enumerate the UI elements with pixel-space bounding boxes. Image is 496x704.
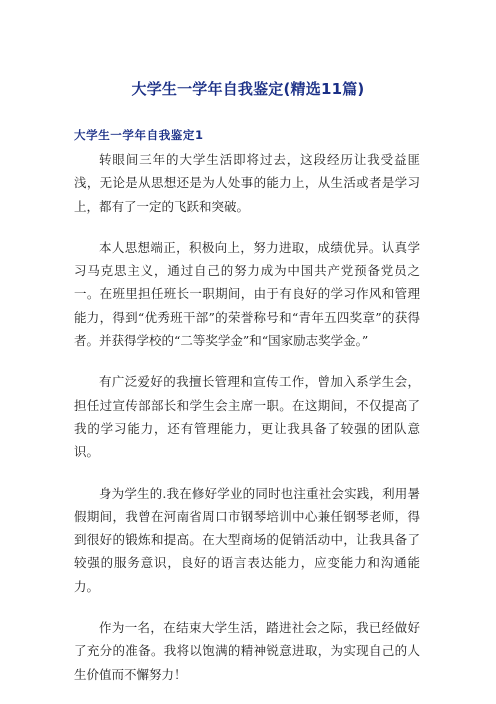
paragraph-1: 转眼间三年的大学生活即将过去，这段经历让我受益匪浅，无论是从思想还是为人处事的能力上，从生活或者是学习上，都有了一定的飞跃和突破。 bbox=[74, 152, 420, 214]
paragraph-4: 身为学生的.我在修好学业的同时也注重社会实践，利用暑假期间，我曾在河南省周口市钢琴培训中心兼任钢琴老师，得到很好的锻炼和提高。在大型商场的促销活动中，让我具备了较强的服务意识，良好的语言表达能力，应变能力和沟通能力。 bbox=[74, 485, 420, 594]
paragraph-2: 本人思想端正，积极向上，努力进取，成绩优异。认真学习马克思主义，通过自己的努力成为中国共产党预备党员之一。在班里担任班长一职期间，由于有良好的学习作风和管理能力，得到“优秀班干部”的荣誉称号和“青年五四奖章”的获得者。并获得学校的“二等奖学金”和“国家励志奖学金。” bbox=[74, 239, 420, 349]
paragraph-5: 作为一名，在结束大学生活，踏进社会之际，我已经做好了充分的准备。我将以饱满的精神锐意进取，为实现自己的人生价值而不懈努力！ bbox=[74, 620, 420, 682]
section-heading: 大学生一学年自我鉴定1 bbox=[74, 128, 204, 142]
section-body bbox=[74, 148, 420, 704]
document-title: 大学生一学年自我鉴定(精选11篇) bbox=[131, 80, 365, 98]
paragraph-3: 有广泛爱好的我擅长管理和宣传工作，曾加入系学生会，担任过宣传部部长和学生会主席一职。在这期间，不仅提高了我的学习能力，还有管理能力，更让我具备了较强的团队意识。 bbox=[74, 374, 420, 460]
